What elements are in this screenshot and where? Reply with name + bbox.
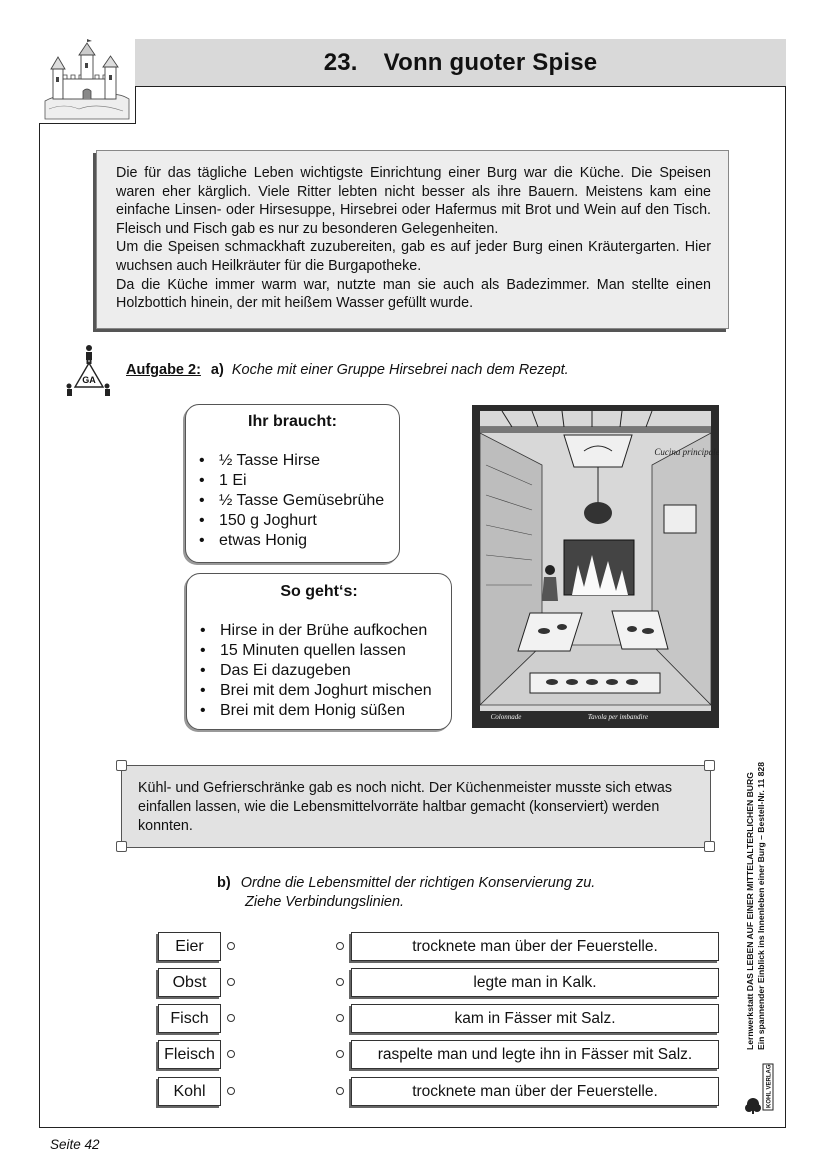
food-box-fleisch: Fleisch [158,1040,221,1069]
task-a-instruction: Koche mit einer Gruppe Hirsebrei nach dem Rezept. [231,362,569,378]
castle-icon [39,39,134,122]
task-label: Aufgabe 2: [126,362,201,378]
intro-paragraph-3: Da die Küche immer warm war, nutzte man sie auch als Badezimmer. Man stellte einen Holzbottich hinein, der mit heißem Wasser gefüllt wurde. [116,276,711,312]
illustration-caption-top: Cucina principale [654,447,719,457]
scroll-ornament [704,760,715,771]
publisher-name: KOHL VERLAG [766,1064,773,1108]
task-a-letter: a) [210,362,224,378]
connector-dot[interactable] [227,942,235,950]
list-item: • etwas Honig [199,531,399,551]
connector-dot[interactable] [227,978,235,986]
illustration-caption-left: Colonnade [490,713,522,721]
steps-title: So geht‘s: [280,583,358,600]
scroll-ornament [116,760,127,771]
group-work-icon [62,343,114,401]
info-text: Kühl- und Gefrierschränke gab es noch nicht. Der Küchenmeister musste sich etwas einfallen lassen, wie die Lebensmittelvorräte haltbar gemacht (konserviert) werden konnten. [138,780,673,834]
food-box-kohl: Kohl [158,1077,221,1106]
connector-dot[interactable] [336,1050,344,1058]
method-box: trocknete man über der Feuerstelle. [351,932,719,961]
list-item: • ½ Tasse Hirse [199,451,399,471]
method-box: raspelte man und legte ihn in Fässer mit Salz. [351,1040,719,1069]
food-box-eier: Eier [158,932,221,961]
list-item: • Brei mit dem Joghurt mischen [200,681,451,701]
task-b-letter: b) [217,875,231,891]
connector-dot[interactable] [227,1014,235,1022]
connector-dot[interactable] [336,942,344,950]
method-box: kam in Fässer mit Salz. [351,1004,719,1033]
list-item: • 15 Minuten quellen lassen [200,641,451,661]
list-item: • Hirse in der Brühe aufkochen [200,621,451,641]
group-work-label: GA [82,375,96,385]
task-b-instruction-2: Ziehe Verbindungslinien. [245,894,405,910]
page-title [135,39,786,87]
series-info [745,690,766,1050]
method-box: trocknete man über der Feuerstelle. [351,1077,719,1106]
castle-logo [39,39,136,124]
task-a-heading [126,362,569,378]
illustration-caption-right: Tavola per imbandire [587,713,649,721]
intro-box [96,150,729,329]
intro-paragraph-1: Die für das tägliche Leben wichtigste Einrichtung einer Burg war die Küche. Die Speisen waren eher kärglich. Viele Ritter lebten nicht besser als ihre Bauern. Meistens kam eine einfache Linsen- oder Hirsesuppe, Hirsebrei oder Hafermus mit Brot und Wein auf den Tisch. Fleisch und Fisch gab es nur zu besonderen Gelegenheiten. [116,165,711,237]
chapter-number: 23. [323,48,358,76]
chapter-title: Vonn guoter Spise [383,48,598,76]
tree-icon [744,1062,778,1116]
page-number: Seite 42 [50,1137,100,1152]
list-item: • Brei mit dem Honig süßen [200,701,451,721]
scroll-ornament [704,841,715,852]
list-item: • 1 Ei [199,471,399,491]
series-title: Lernwerkstatt DAS LEBEN AUF EINER MITTELALTERLICHEN BURG [745,772,755,1050]
steps-card [186,573,452,730]
method-box: legte man in Kalk. [351,968,719,997]
task-b-heading [217,874,595,912]
list-item: • ½ Tasse Gemüsebrühe [199,491,399,511]
ingredients-title: Ihr braucht: [248,413,337,430]
intro-paragraph-2: Um die Speisen schmackhaft zuzubereiten, gab es auf jeder Burg einen Kräutergarten. Hier wuchsen auch Heilkräuter für die Burgapotheke. [116,239,711,274]
kitchen-illustration [472,405,719,728]
scroll-ornament [116,841,127,852]
info-box [121,765,711,848]
connector-dot[interactable] [336,978,344,986]
list-item: • Das Ei dazugeben [200,661,451,681]
task-b-instruction-1: Ordne die Lebensmittel der richtigen Konservierung zu. [240,875,596,891]
connector-dot[interactable] [336,1087,344,1095]
connector-dot[interactable] [227,1050,235,1058]
list-item: • 150 g Joghurt [199,511,399,531]
connector-dot[interactable] [336,1014,344,1022]
food-box-fisch: Fisch [158,1004,221,1033]
food-box-obst: Obst [158,968,221,997]
publisher-logo [744,1062,778,1116]
connector-dot[interactable] [227,1087,235,1095]
ingredients-card [185,404,400,563]
series-subtitle: Ein spannender Einblick ins Innenleben einer Burg – Bestell-Nr. 11 828 [755,762,766,1050]
